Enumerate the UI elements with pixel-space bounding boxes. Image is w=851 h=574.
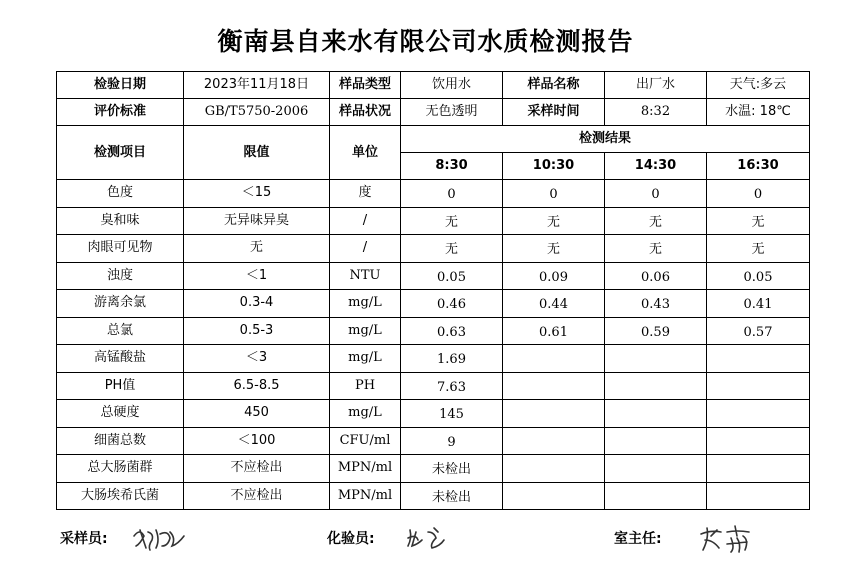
test-item: 总硬度 [57,400,184,428]
sampling-time-value: 8:32 [605,99,707,126]
result-value [503,400,605,428]
water-temp-value: 水温: 18℃ [707,99,810,126]
table-row [57,180,810,208]
result-value: 0.43 [605,290,707,318]
unit-value: / [330,235,401,263]
unit-value: NTU [330,262,401,290]
limit-value: ＜3 [184,345,330,373]
header-time: 8:30 [401,153,503,180]
table-row [57,455,810,483]
test-item: 浊度 [57,262,184,290]
result-value: 0 [707,180,810,208]
weather-value: 天气:多云 [707,72,810,99]
header-time: 10:30 [503,153,605,180]
table-row [57,207,810,235]
result-value: 0.46 [401,290,503,318]
test-item: 游离余氯 [57,290,184,318]
result-value: 0.63 [401,317,503,345]
test-item: 总氯 [57,317,184,345]
unit-value: mg/L [330,317,401,345]
limit-value: 450 [184,400,330,428]
result-value [605,345,707,373]
unit-value: mg/L [330,290,401,318]
result-value [605,455,707,483]
limit-value: ＜100 [184,427,330,455]
result-value: 0 [503,180,605,208]
info-row-2 [57,99,810,126]
result-value: 0.05 [401,262,503,290]
result-value: 0.61 [503,317,605,345]
limit-value: 6.5-8.5 [184,372,330,400]
result-value: 0.09 [503,262,605,290]
sampler-signature [130,522,190,554]
limit-value: 0.5-3 [184,317,330,345]
director-label: 室主任: [614,531,662,547]
test-item: 高锰酸盐 [57,345,184,373]
unit-value: 度 [330,180,401,208]
sampling-time-label: 采样时间 [503,99,605,126]
result-value: 无 [401,207,503,235]
result-value [605,400,707,428]
result-value: 0.06 [605,262,707,290]
limit-value: 0.3-4 [184,290,330,318]
result-value [707,455,810,483]
table-row [57,372,810,400]
result-value [605,482,707,510]
director-signature [697,522,757,556]
table-row [57,262,810,290]
header-time: 14:30 [605,153,707,180]
result-value: 0.59 [605,317,707,345]
report-table [56,71,810,510]
test-item: 总大肠菌群 [57,455,184,483]
result-value [503,345,605,373]
result-value: 0.44 [503,290,605,318]
unit-value: mg/L [330,345,401,373]
result-value: 无 [707,235,810,263]
inspector-label: 化验员: [327,531,375,547]
test-item: 臭和味 [57,207,184,235]
report-title: 衡南县自来水有限公司水质检测报告 [217,27,634,56]
result-value: 未检出 [401,482,503,510]
result-value [503,455,605,483]
result-value: 无 [605,235,707,263]
result-value: 0 [401,180,503,208]
limit-value: ＜15 [184,180,330,208]
sample-status-label: 样品状况 [330,99,401,126]
table-row [57,290,810,318]
header-limit: 限值 [184,126,330,180]
result-value [503,427,605,455]
result-value: 无 [605,207,707,235]
unit-value: / [330,207,401,235]
table-row [57,427,810,455]
result-value [503,482,605,510]
test-item: 大肠埃希氏菌 [57,482,184,510]
table-row [57,345,810,373]
standard-label: 评价标准 [57,99,184,126]
header-results: 检测结果 [401,126,810,153]
header-row-1 [57,126,810,153]
sample-type-value: 饮用水 [401,72,503,99]
sample-name-value: 出厂水 [605,72,707,99]
limit-value: ＜1 [184,262,330,290]
info-row-1 [57,72,810,99]
result-value: 无 [503,235,605,263]
unit-value: MPN/ml [330,455,401,483]
date-label: 检验日期 [57,72,184,99]
result-value: 0.41 [707,290,810,318]
limit-value: 无异味异臭 [184,207,330,235]
result-value: 未检出 [401,455,503,483]
result-value [707,427,810,455]
result-value: 0.57 [707,317,810,345]
result-value: 无 [503,207,605,235]
limit-value: 不应检出 [184,455,330,483]
header-unit: 单位 [330,126,401,180]
result-value: 0 [605,180,707,208]
sample-status-value: 无色透明 [401,99,503,126]
unit-value: MPN/ml [330,482,401,510]
result-value: 7.63 [401,372,503,400]
result-value: 145 [401,400,503,428]
sampler-label: 采样员: [60,531,108,547]
result-value: 无 [401,235,503,263]
result-value [707,400,810,428]
limit-value: 无 [184,235,330,263]
test-item: 色度 [57,180,184,208]
table-row [57,317,810,345]
test-item: 细菌总数 [57,427,184,455]
result-value [707,345,810,373]
sample-name-label: 样品名称 [503,72,605,99]
result-value [503,372,605,400]
result-value: 无 [707,207,810,235]
header-time: 16:30 [707,153,810,180]
test-item: 肉眼可见物 [57,235,184,263]
result-value [707,482,810,510]
result-value [605,427,707,455]
header-item: 检测项目 [57,126,184,180]
result-value [605,372,707,400]
date-value: 2023年11月18日 [184,72,330,99]
result-value: 9 [401,427,503,455]
unit-value: CFU/ml [330,427,401,455]
sample-type-label: 样品类型 [330,72,401,99]
test-item: PH值 [57,372,184,400]
table-row [57,482,810,510]
result-value: 0.05 [707,262,810,290]
result-value: 1.69 [401,345,503,373]
table-row [57,400,810,428]
unit-value: PH [330,372,401,400]
inspector-signature [404,522,454,554]
result-value [707,372,810,400]
table-row [57,235,810,263]
standard-value: GB/T5750-2006 [184,99,330,126]
unit-value: mg/L [330,400,401,428]
limit-value: 不应检出 [184,482,330,510]
